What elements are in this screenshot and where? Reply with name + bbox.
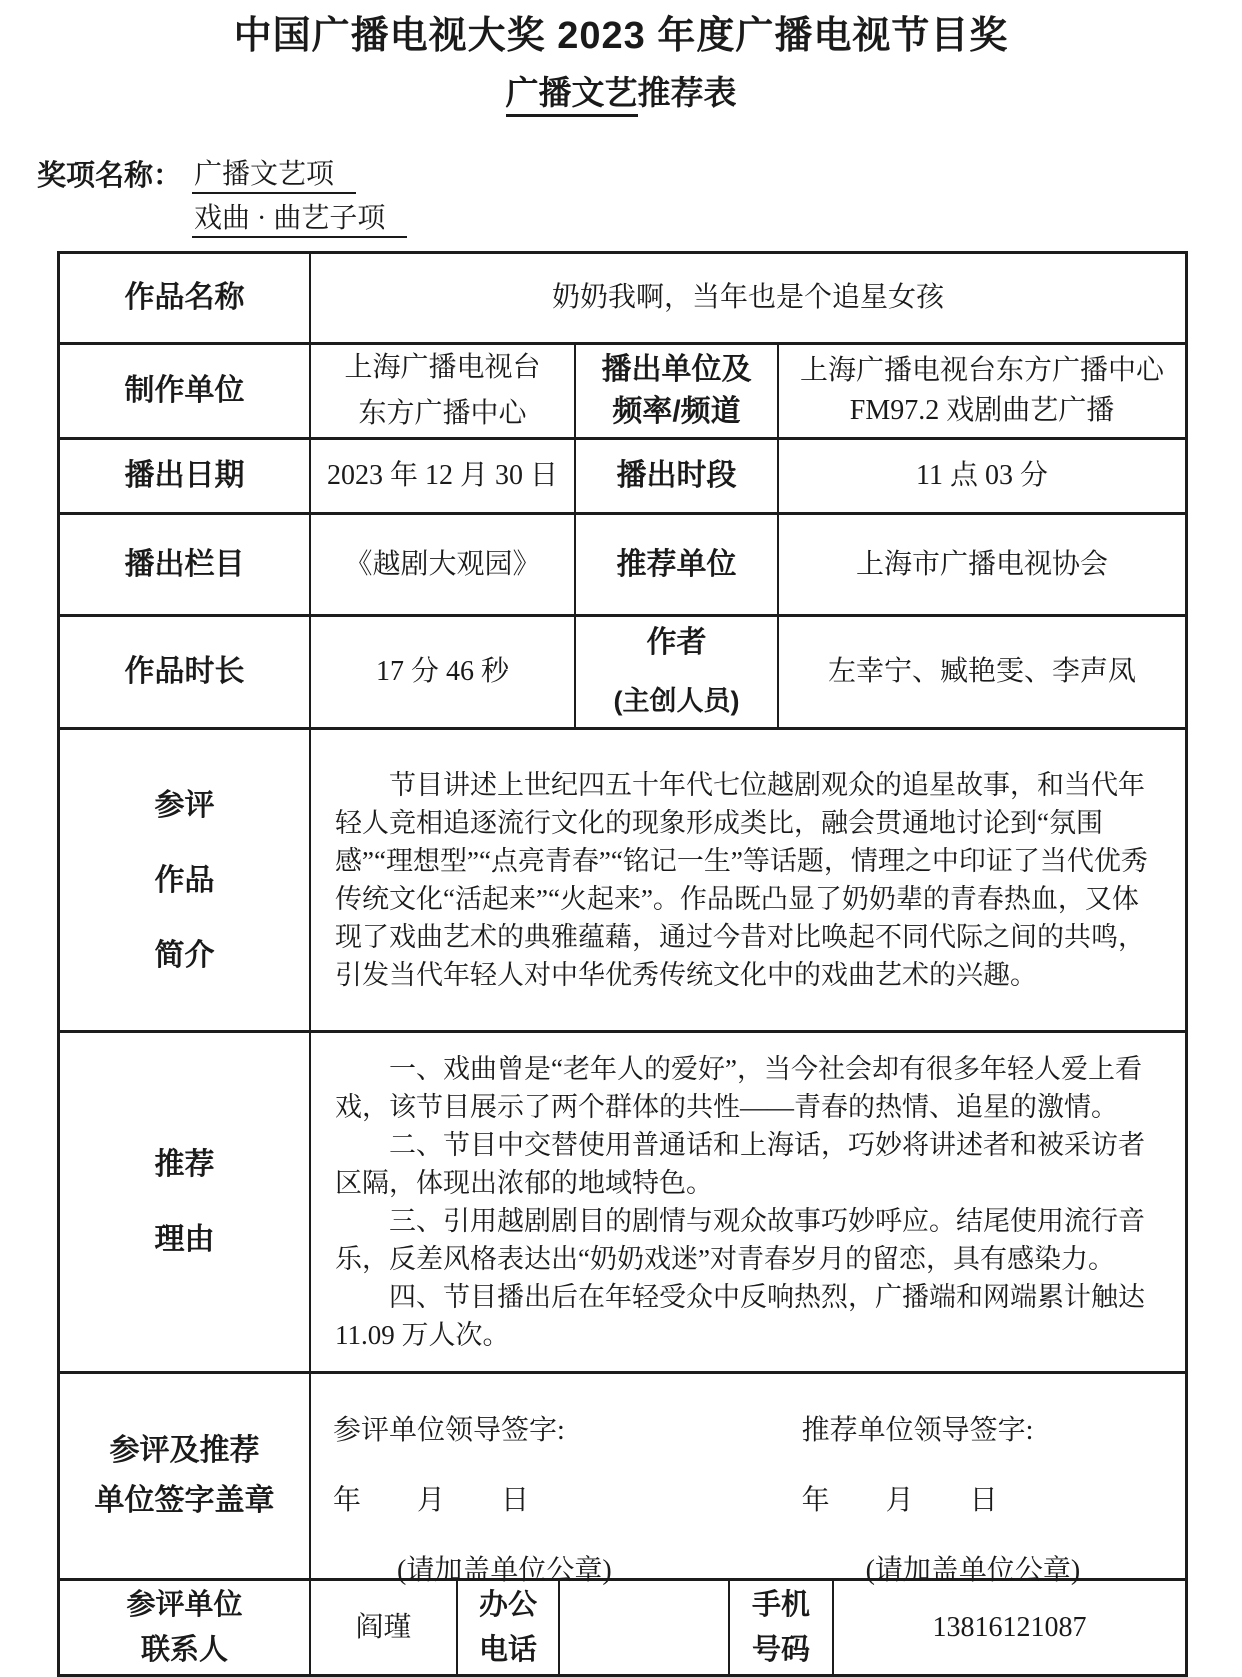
air-date-value [309, 440, 574, 512]
form-table [57, 251, 1188, 1677]
row-synopsis [60, 727, 1185, 1030]
award-name-block [37, 158, 1242, 238]
label-line: 播出时段 [616, 459, 737, 492]
label-line: 简介 [154, 938, 215, 972]
program-value [309, 515, 574, 614]
label-line: (主创人员) [613, 686, 740, 716]
value-line: 上海广播电视台 [344, 352, 541, 383]
duration-label [60, 617, 309, 727]
synopsis-label [60, 730, 309, 1030]
contact-label [60, 1581, 309, 1674]
row-reasons [60, 1030, 1185, 1371]
page-subtitle-rest: 推荐表 [637, 74, 737, 111]
value-line: 奶奶我啊，当年也是个追星女孩 [551, 282, 944, 313]
work-title-value [309, 254, 1185, 342]
producer-label [60, 345, 309, 437]
broadcast-unit-value [777, 345, 1185, 437]
mobile-value [832, 1581, 1185, 1674]
reason-item: 四、节目播出后在年轻受众中反响热烈，广播端和网端累计触达 11.09 万人次。 [335, 1282, 1145, 1350]
authors-value [777, 617, 1185, 727]
label-line: 作品 [154, 863, 215, 897]
broadcast-unit-label [574, 345, 777, 437]
label-line: 参评及推荐 [109, 1434, 260, 1467]
page-subtitle [0, 67, 1242, 114]
label-line: 频率/频道 [612, 395, 741, 428]
air-time-value [777, 440, 1185, 512]
row-producer-broadcaster [60, 342, 1185, 437]
reasons-label [60, 1033, 309, 1371]
value-line: 上海广播电视台东方广播中心 [799, 355, 1164, 386]
value-line: 《越剧大观园》 [344, 548, 541, 580]
signature-left-date: 年 月 日 [333, 1485, 530, 1516]
label-line: 联系人 [140, 1633, 228, 1666]
label-line: 作者 [646, 626, 707, 659]
program-label [60, 515, 309, 614]
authors-label [574, 617, 777, 727]
award-name-value-1: 广播文艺项 [192, 158, 356, 194]
label-line: 推荐单位 [616, 547, 737, 581]
label-line: 电话 [478, 1633, 537, 1666]
signature-left-title: 参评单位领导签字: [333, 1415, 565, 1446]
recommender-value [777, 515, 1185, 614]
air-time-label [574, 440, 777, 512]
label-line: 作品名称 [124, 281, 245, 314]
signature-right-date: 年 月 日 [801, 1485, 998, 1516]
value-line: 阎瑾 [355, 1611, 412, 1643]
recommender-label [574, 515, 777, 614]
synopsis-paragraph: 节目讲述上世纪四五十年代七位越剧观众的追星故事，和当代年轻人竞相追逐流行文化的现象形成类比，融会贯通地讨论到“氛围感”“理想型”“点亮青春”“铭记一生”等话题，情理之中印证了当代优秀传统文化“活起来”“火起来”。作品既凸显了奶奶辈的青春热血，又体现了戏曲艺术的典雅蕴藉，通过今昔对比唤起不同代际之间的共鸣，引发当代年轻人对中华优秀传统文化中的戏曲艺术的兴趣。 [335, 770, 1148, 990]
reason-item: 二、节目中交替使用普通话和上海话，巧妙将讲述者和被采访者区隔，体现出浓郁的地域特色。 [335, 1130, 1145, 1198]
row-duration-authors [60, 614, 1185, 727]
label-line: 播出单位及 [601, 353, 752, 386]
label-line: 播出日期 [124, 459, 245, 492]
office-phone-value [558, 1581, 728, 1674]
row-contact [60, 1578, 1185, 1674]
row-signature [60, 1371, 1185, 1586]
signature-right [801, 1408, 1185, 1586]
value-line: 东方广播中心 [358, 398, 527, 429]
value-line: 左幸宁、臧艳雯、李声凤 [827, 656, 1136, 687]
award-name-value-2: 戏曲 · 曲艺子项 [192, 202, 407, 238]
value-line: 17 分 46 秒 [375, 656, 509, 687]
label-line: 办公 [478, 1588, 537, 1621]
office-phone-label [456, 1581, 558, 1674]
signature-label [60, 1374, 309, 1578]
mobile-label [728, 1581, 832, 1674]
label-line: 参评单位 [126, 1588, 243, 1621]
reason-item: 三、引用越剧剧目的剧情与观众故事巧妙呼应。结尾使用流行音乐，反差风格表达出“奶奶戏迷”对青春岁月的留恋，具有感染力。 [335, 1206, 1145, 1274]
air-date-label [60, 440, 309, 512]
label-line: 号码 [751, 1633, 810, 1666]
row-airdate-airtime [60, 437, 1185, 512]
label-line: 推荐 [154, 1148, 215, 1181]
value-line: 上海市广播电视协会 [855, 548, 1108, 580]
award-name-label: 奖项名称： [37, 160, 183, 192]
label-line: 手机 [751, 1588, 810, 1621]
work-title-label [60, 254, 309, 342]
label-line: 作品时长 [124, 655, 245, 688]
row-work-title [60, 254, 1185, 342]
contact-name [309, 1581, 456, 1674]
row-program-recommender [60, 512, 1185, 614]
reasons-text [309, 1033, 1185, 1371]
value-line: 2023 年 12 月 30 日 [326, 460, 558, 491]
signature-right-title: 推荐单位领导签字: [801, 1415, 1034, 1446]
signature-left [333, 1408, 802, 1586]
label-line: 理由 [154, 1223, 215, 1256]
reason-item: 一、戏曲曾是“老年人的爱好”，当今社会却有很多年轻人爱上看戏，该节目展示了两个群体的共性——青春的热情、追星的激情。 [335, 1054, 1142, 1122]
page-title: 中国广播电视大奖 2023 年度广播电视节目奖 [233, 15, 1009, 57]
value-line: 13816121087 [932, 1611, 1087, 1643]
signature-left-stamp: (请加盖单位公章) [397, 1555, 612, 1586]
producer-value [309, 345, 574, 437]
award-name-values [192, 158, 407, 238]
signature-area [309, 1374, 1185, 1586]
value-line: FM97.2 戏剧曲艺广播 [849, 395, 1115, 426]
label-line: 参评 [154, 788, 215, 822]
label-line: 单位签字盖章 [94, 1484, 275, 1517]
label-line: 播出栏目 [124, 547, 245, 581]
page-subtitle-underlined: 广播文艺 [506, 74, 638, 117]
duration-value [309, 617, 574, 727]
value-line: 11 点 03 分 [916, 460, 1048, 491]
label-line: 制作单位 [124, 374, 245, 407]
synopsis-text [309, 730, 1185, 1030]
signature-right-stamp: (请加盖单位公章) [865, 1555, 1081, 1586]
